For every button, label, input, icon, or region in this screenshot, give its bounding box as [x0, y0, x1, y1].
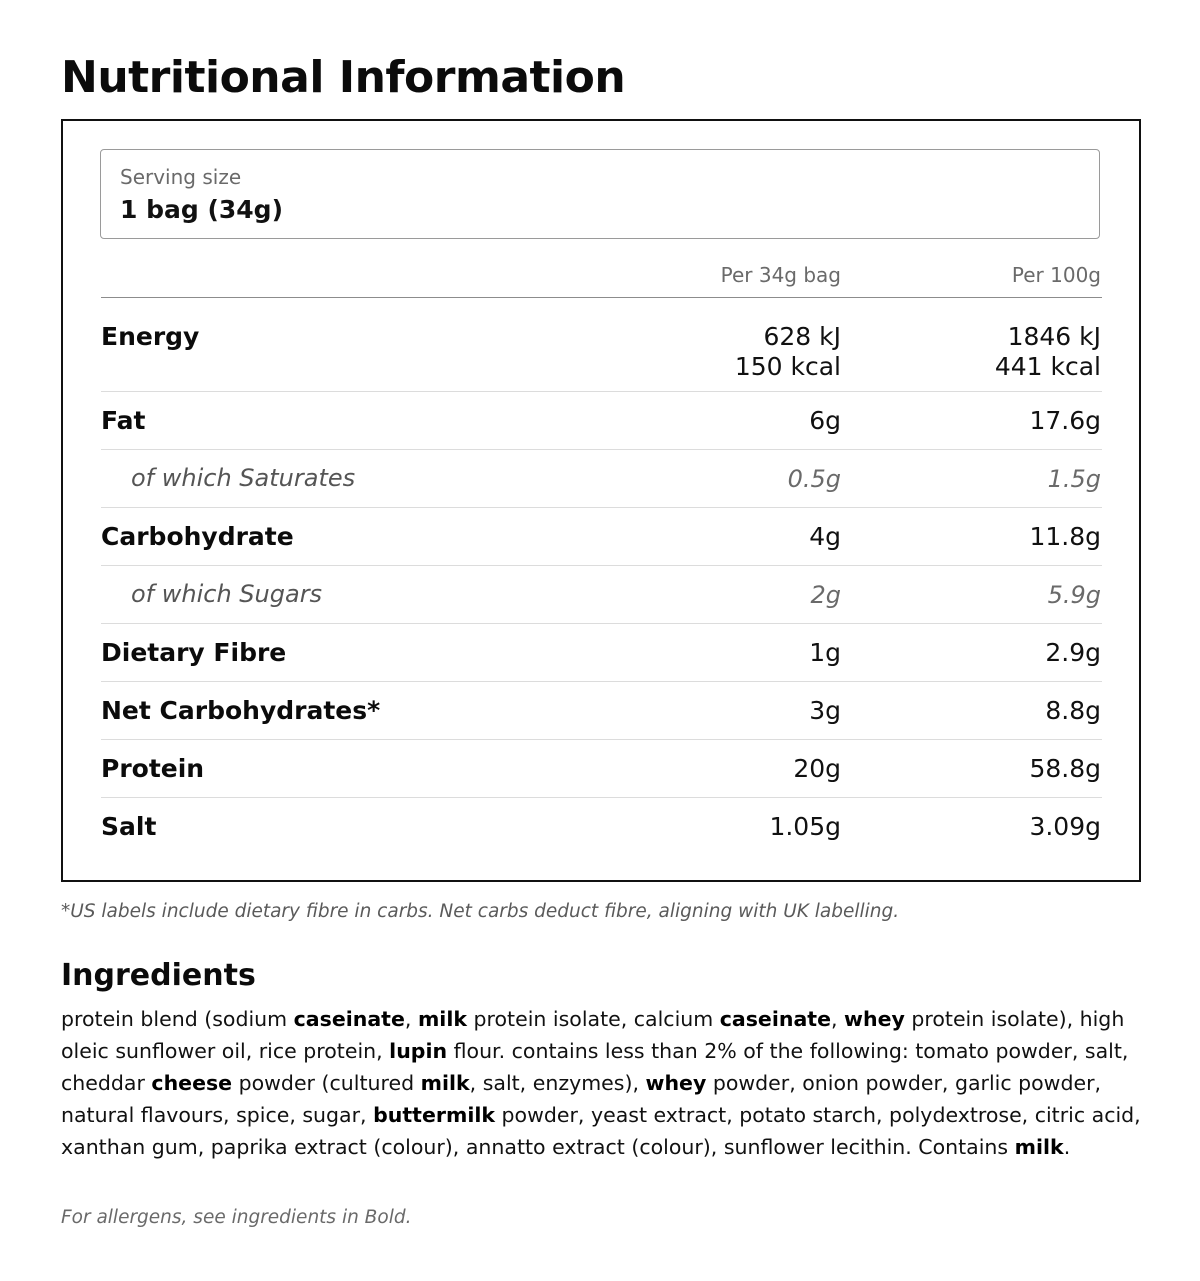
row-label: of which Saturates — [131, 464, 356, 492]
table-row-fat — [101, 392, 1102, 450]
per-100g-value: 8.8g — [1045, 696, 1101, 725]
per-bag-value: 0.5g — [787, 465, 841, 493]
row-label: of which Sugars — [131, 580, 323, 608]
table-row-saturates — [101, 450, 1102, 508]
table-row-protein — [101, 740, 1102, 798]
ingredient-text: protein blend (sodium — [61, 1007, 294, 1031]
ingredient-text: protein isolate), high oleic sunflower oil, rice protein, — [61, 1007, 1125, 1063]
allergen-ingredient: whey — [645, 1071, 707, 1095]
row-label: Carbohydrate — [101, 522, 294, 551]
ingredient-text: protein isolate, calcium — [467, 1007, 720, 1031]
allergen-ingredient: milk — [420, 1071, 470, 1095]
allergen-ingredient: buttermilk — [373, 1103, 496, 1127]
table-row-salt — [101, 798, 1102, 855]
per-bag-value: 1.05g — [769, 812, 841, 841]
page-title: Nutritional Information — [61, 52, 626, 103]
allergen-ingredient: milk — [1014, 1135, 1064, 1159]
per-bag-value: 6g — [809, 406, 841, 435]
per-bag-value: 3g — [809, 696, 841, 725]
allergen-ingredient: milk — [417, 1007, 467, 1031]
net-carbs-footnote: *US labels include dietary fibre in carbs. Net carbs deduct fibre, aligning with UK labelling. — [61, 901, 900, 922]
allergen-ingredient: lupin — [389, 1039, 448, 1063]
per-bag-value: 20g — [793, 754, 841, 783]
per-100g-value: 5.9g — [1047, 581, 1101, 609]
nutrition-panel — [61, 119, 1141, 882]
per-100g-value: 11.8g — [1029, 522, 1101, 551]
table-header — [101, 251, 1102, 298]
table-row-energy — [101, 298, 1102, 392]
allergen-ingredient: caseinate — [293, 1007, 405, 1031]
ingredient-text: , salt, enzymes), — [469, 1071, 646, 1095]
row-label: Energy — [101, 322, 200, 351]
ingredient-text: powder (cultured — [232, 1071, 421, 1095]
per-100g-value: 2.9g — [1045, 638, 1101, 667]
per-100g-value: 1.5g — [1047, 465, 1101, 493]
allergen-ingredient: caseinate — [719, 1007, 831, 1031]
table-row-sugars — [101, 566, 1102, 624]
allergen-note: For allergens, see ingredients in Bold. — [61, 1207, 412, 1228]
column-header-per-100g: Per 100g — [1011, 263, 1101, 287]
ingredient-text: . — [1063, 1135, 1071, 1159]
table-row-net-carbohydrates — [101, 682, 1102, 740]
per-bag-value: 628 kJ 150 kcal — [734, 322, 841, 381]
row-label: Fat — [101, 406, 146, 435]
per-bag-value: 2g — [810, 581, 841, 609]
table-row-dietary-fibre — [101, 624, 1102, 682]
serving-size-box — [100, 149, 1100, 239]
nutrition-table — [101, 251, 1102, 855]
row-label: Protein — [101, 754, 205, 783]
ingredients-heading: Ingredients — [61, 958, 256, 993]
table-row-carbohydrate — [101, 508, 1102, 566]
per-bag-value: 4g — [809, 522, 841, 551]
allergen-ingredient: cheese — [151, 1071, 233, 1095]
row-label: Net Carbohydrates* — [101, 696, 381, 725]
row-label: Salt — [101, 812, 157, 841]
row-label: Dietary Fibre — [101, 638, 287, 667]
ingredient-text: , — [404, 1007, 418, 1031]
allergen-ingredient: whey — [844, 1007, 905, 1031]
per-100g-value: 17.6g — [1029, 406, 1101, 435]
per-100g-value: 1846 kJ 441 kcal — [994, 322, 1101, 381]
serving-size-label: Serving size — [120, 165, 242, 189]
per-100g-value: 3.09g — [1029, 812, 1101, 841]
ingredients-list — [61, 1003, 1146, 1163]
per-100g-value: 58.8g — [1029, 754, 1101, 783]
ingredient-text: powder, yeast extract, potato starch, polydextrose, citric acid, xanthan gum, paprika extract (colour), annatto extract (colour), sunflower lecithin. Contains — [61, 1103, 1141, 1159]
serving-size-value: 1 bag (34g) — [120, 195, 284, 224]
ingredient-text: flour. contains less than 2% of the following: tomato powder, salt, cheddar — [61, 1039, 1129, 1095]
ingredient-text: , — [831, 1007, 845, 1031]
column-header-per-bag: Per 34g bag — [720, 263, 841, 287]
per-bag-value: 1g — [809, 638, 841, 667]
ingredient-text: powder, onion powder, garlic powder, natural flavours, spice, sugar, — [61, 1071, 1102, 1127]
